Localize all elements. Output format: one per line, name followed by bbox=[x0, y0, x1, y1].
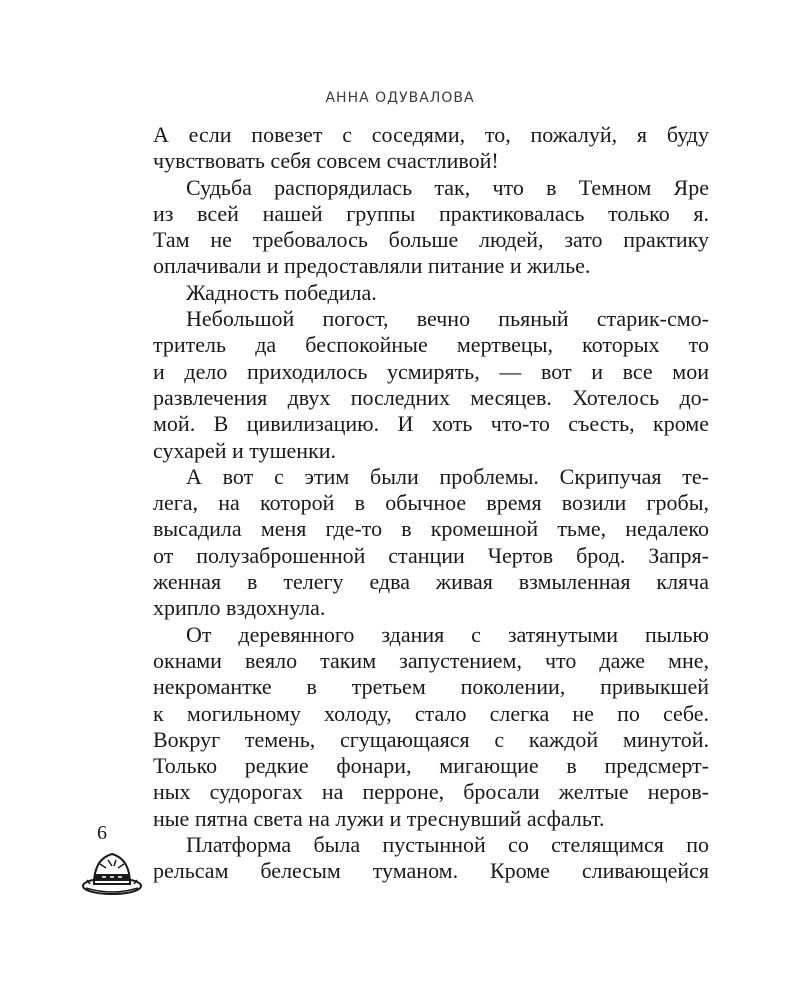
text-line: развлечения двух последних месяцев. Хотелось до- bbox=[153, 384, 709, 410]
running-header: АННА ОДУВАЛОВА bbox=[325, 90, 475, 106]
text-line: сухарей и тушенки. bbox=[153, 437, 337, 463]
text-line: некромантке в третьем поколении, привыкшей bbox=[153, 674, 709, 700]
text-line: оплачивали и предоставляли питание и жилье. bbox=[153, 253, 591, 279]
text-line: Только редкие фонари, мигающие в предсмерт- bbox=[153, 753, 709, 779]
text-line: чувствовать себя совсем счастливой! bbox=[153, 148, 499, 174]
text-line: ных судорогах на перроне, бросали желтые неров- bbox=[153, 779, 709, 805]
text-line: хрипло вздохнула. bbox=[153, 595, 326, 621]
text-line: к могильному холоду, стало слегка не по себе. bbox=[153, 700, 709, 726]
text-line: и дело приходилось усмирять, — вот и все мои bbox=[153, 358, 709, 384]
text-line: А вот с этим были проблемы. Скрипучая те- bbox=[186, 463, 709, 489]
text-line: женная в телегу едва живая взмыленная кляча bbox=[153, 569, 709, 595]
text-line: Там не требовалось больше людей, зато практику bbox=[153, 227, 709, 253]
text-line: из всей нашей группы практиковалась только я. bbox=[153, 200, 709, 226]
text-line: рельсам белесым туманом. Кроме сливающейся bbox=[153, 858, 709, 884]
text-line: Судьба распорядилась так, что в Темном Яре bbox=[186, 174, 709, 200]
text-line: ные пятна света на лужи и треснувший асфальт. bbox=[153, 805, 605, 831]
text-line: Жадность победила. bbox=[186, 279, 377, 305]
text-line: тритель да беспокойные мертвецы, которых то bbox=[153, 332, 709, 358]
text-line: окнами веяло таким запустением, что даже мне, bbox=[153, 647, 709, 673]
text-line: А если повезет с соседями, то, пожалуй, я буду bbox=[153, 122, 709, 147]
text-line: Вокруг темень, сгущающаяся с каждой минутой. bbox=[153, 726, 709, 752]
body-text bbox=[153, 122, 709, 885]
page-number: 6 bbox=[97, 822, 107, 844]
text-line: От деревянного здания с затянутыми пылью bbox=[186, 621, 709, 647]
witch-hat-emblem-icon bbox=[80, 848, 144, 896]
text-line: лега, на которой в обычное время возили гробы, bbox=[153, 490, 709, 516]
text-line: высадила меня где-то в кромешной тьме, недалеко bbox=[153, 516, 709, 542]
text-line: мой. В цивилизацию. И хоть что-то съесть, кроме bbox=[153, 411, 709, 437]
text-line: Небольшой погост, вечно пьяный старик-смо- bbox=[186, 306, 709, 332]
text-line: от полузаброшенной станции Чертов брод. Запря- bbox=[153, 542, 709, 568]
text-line: Платформа была пустынной со стелящимся по bbox=[186, 832, 709, 858]
